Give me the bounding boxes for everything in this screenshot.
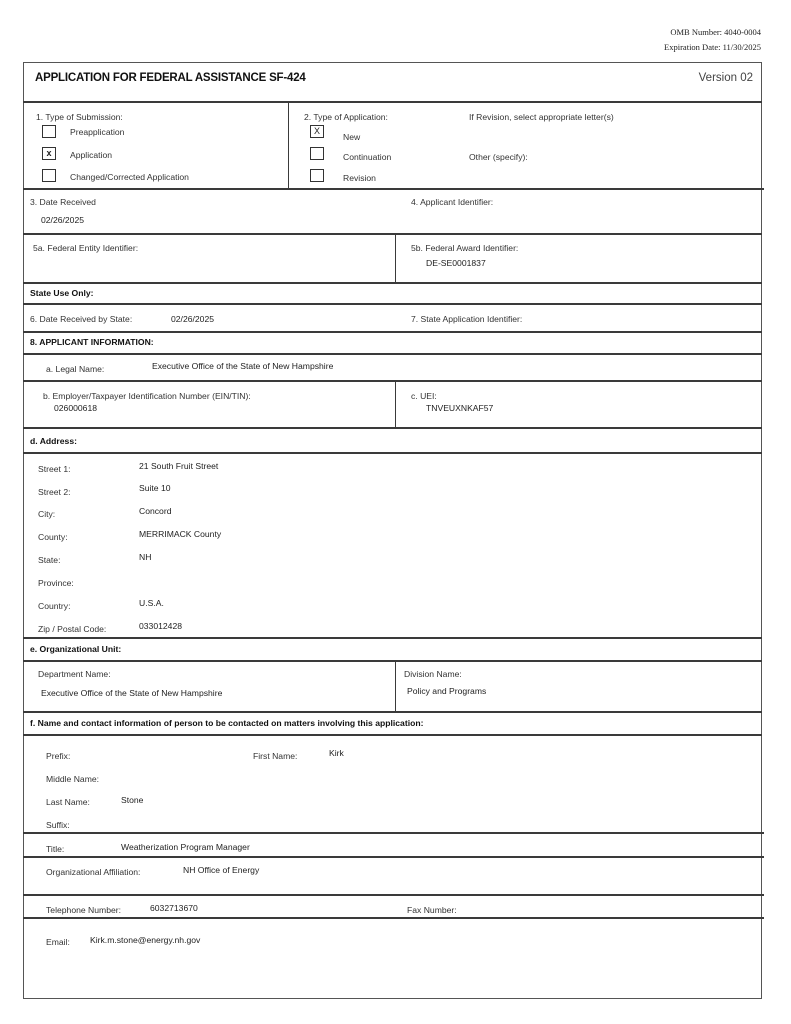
county-label: County: <box>38 532 68 542</box>
applicant-information-heading: 8. APPLICANT INFORMATION: <box>30 337 154 347</box>
organizational-affiliation-label: Organizational Affiliation: <box>46 867 141 877</box>
country-value: U.S.A. <box>139 598 164 608</box>
state-value: NH <box>139 552 152 562</box>
divider <box>395 380 396 427</box>
divider <box>395 660 396 711</box>
telephone-value: 6032713670 <box>150 903 198 913</box>
date-received-value: 02/26/2025 <box>41 215 85 225</box>
legal-name-label: a. Legal Name: <box>46 364 105 374</box>
divider <box>23 660 762 662</box>
city-value: Concord <box>139 506 172 516</box>
option-label-changed-corrected: Changed/Corrected Application <box>70 172 189 182</box>
state-use-heading: State Use Only: <box>30 288 94 298</box>
option-label-revision: Revision <box>343 173 376 183</box>
divider <box>23 353 762 355</box>
street2-value: Suite 10 <box>139 483 171 493</box>
street2-label: Street 2: <box>38 487 71 497</box>
state-application-identifier-label: 7. State Application Identifier: <box>411 314 523 324</box>
form-title: APPLICATION FOR FEDERAL ASSISTANCE SF-424 <box>35 72 306 84</box>
divider <box>288 101 289 189</box>
last-name-label: Last Name: <box>46 797 90 807</box>
federal-entity-identifier-label: 5a. Federal Entity Identifier: <box>33 243 139 253</box>
option-label-preapplication: Preapplication <box>70 127 125 137</box>
last-name-value: Stone <box>121 795 144 805</box>
street1-value: 21 South Fruit Street <box>139 461 219 471</box>
divider <box>23 894 764 896</box>
ein-value: 026000618 <box>54 403 98 413</box>
form-frame <box>23 62 762 999</box>
checkbox-new[interactable]: X <box>310 125 324 138</box>
form-version: Version 02 <box>698 72 753 84</box>
uei-value: TNVEUXNKAF57 <box>426 403 494 413</box>
divider <box>23 303 762 305</box>
divider <box>23 832 764 834</box>
prefix-label: Prefix: <box>46 751 71 761</box>
uei-label: c. UEI: <box>411 391 437 401</box>
divider <box>395 233 396 282</box>
divider <box>23 331 762 333</box>
country-label: Country: <box>38 601 71 611</box>
date-received-by-state-value: 02/26/2025 <box>171 314 215 324</box>
date-received-by-state-label: 6. Date Received by State: <box>30 314 133 324</box>
checkbox-preapplication[interactable] <box>42 125 56 138</box>
applicant-identifier-label: 4. Applicant Identifier: <box>411 197 494 207</box>
divider <box>23 637 762 639</box>
fax-label: Fax Number: <box>407 905 457 915</box>
checkbox-changed-corrected[interactable] <box>42 169 56 182</box>
checkbox-revision[interactable] <box>310 169 324 182</box>
divider <box>23 856 764 858</box>
first-name-label: First Name: <box>253 751 298 761</box>
state-label: State: <box>38 555 61 565</box>
divider <box>23 711 762 713</box>
suffix-label: Suffix: <box>46 820 70 830</box>
city-label: City: <box>38 509 56 519</box>
department-name-value: Executive Office of the State of New Hampshire <box>41 688 223 698</box>
email-value: Kirk.m.stone@energy.nh.gov <box>90 935 201 945</box>
divider <box>23 380 762 382</box>
address-heading: d. Address: <box>30 436 77 446</box>
option-label-new: New <box>343 132 361 142</box>
option-label-application: Application <box>70 150 113 160</box>
legal-name-value: Executive Office of the State of New Hampshire <box>152 361 334 371</box>
divider <box>23 188 764 190</box>
province-label: Province: <box>38 578 74 588</box>
zip-value: 033012428 <box>139 621 183 631</box>
divider <box>23 233 762 235</box>
ein-label: b. Employer/Taxpayer Identification Number (EIN/TIN): <box>43 391 251 401</box>
organizational-affiliation-value: NH Office of Energy <box>183 865 260 875</box>
telephone-label: Telephone Number: <box>46 905 122 915</box>
divider <box>23 452 762 454</box>
checkbox-continuation[interactable] <box>310 147 324 160</box>
other-specify-label: Other (specify): <box>469 152 528 162</box>
division-name-value: Policy and Programs <box>407 686 487 696</box>
divider <box>23 282 762 284</box>
submission-type-label: 1. Type of Submission: <box>36 112 123 122</box>
divider <box>23 917 764 919</box>
expiration-date: Expiration Date: 11/30/2025 <box>664 42 761 52</box>
divider <box>23 734 762 736</box>
email-label: Email: <box>46 937 70 947</box>
county-value: MERRIMACK County <box>139 529 222 539</box>
organizational-unit-heading: e. Organizational Unit: <box>30 644 122 654</box>
divider <box>23 427 762 429</box>
zip-label: Zip / Postal Code: <box>38 624 107 634</box>
title-label: Title: <box>46 844 65 854</box>
application-type-label: 2. Type of Application: <box>304 112 388 122</box>
federal-award-identifier-label: 5b. Federal Award Identifier: <box>411 243 519 253</box>
federal-award-identifier-value: DE-SE0001837 <box>426 258 486 268</box>
department-name-label: Department Name: <box>38 669 111 679</box>
checkbox-application[interactable]: x <box>42 147 56 160</box>
street1-label: Street 1: <box>38 464 71 474</box>
revision-letter-label: If Revision, select appropriate letter(s) <box>469 112 614 122</box>
date-received-label: 3. Date Received <box>30 197 96 207</box>
omb-number: OMB Number: 4040-0004 <box>670 27 761 37</box>
middle-name-label: Middle Name: <box>46 774 100 784</box>
contact-heading: f. Name and contact information of person to be contacted on matters involving this application: <box>30 718 424 728</box>
division-name-label: Division Name: <box>404 669 462 679</box>
divider <box>23 101 762 103</box>
first-name-value: Kirk <box>329 748 344 758</box>
title-value: Weatherization Program Manager <box>121 842 250 852</box>
option-label-continuation: Continuation <box>343 152 392 162</box>
